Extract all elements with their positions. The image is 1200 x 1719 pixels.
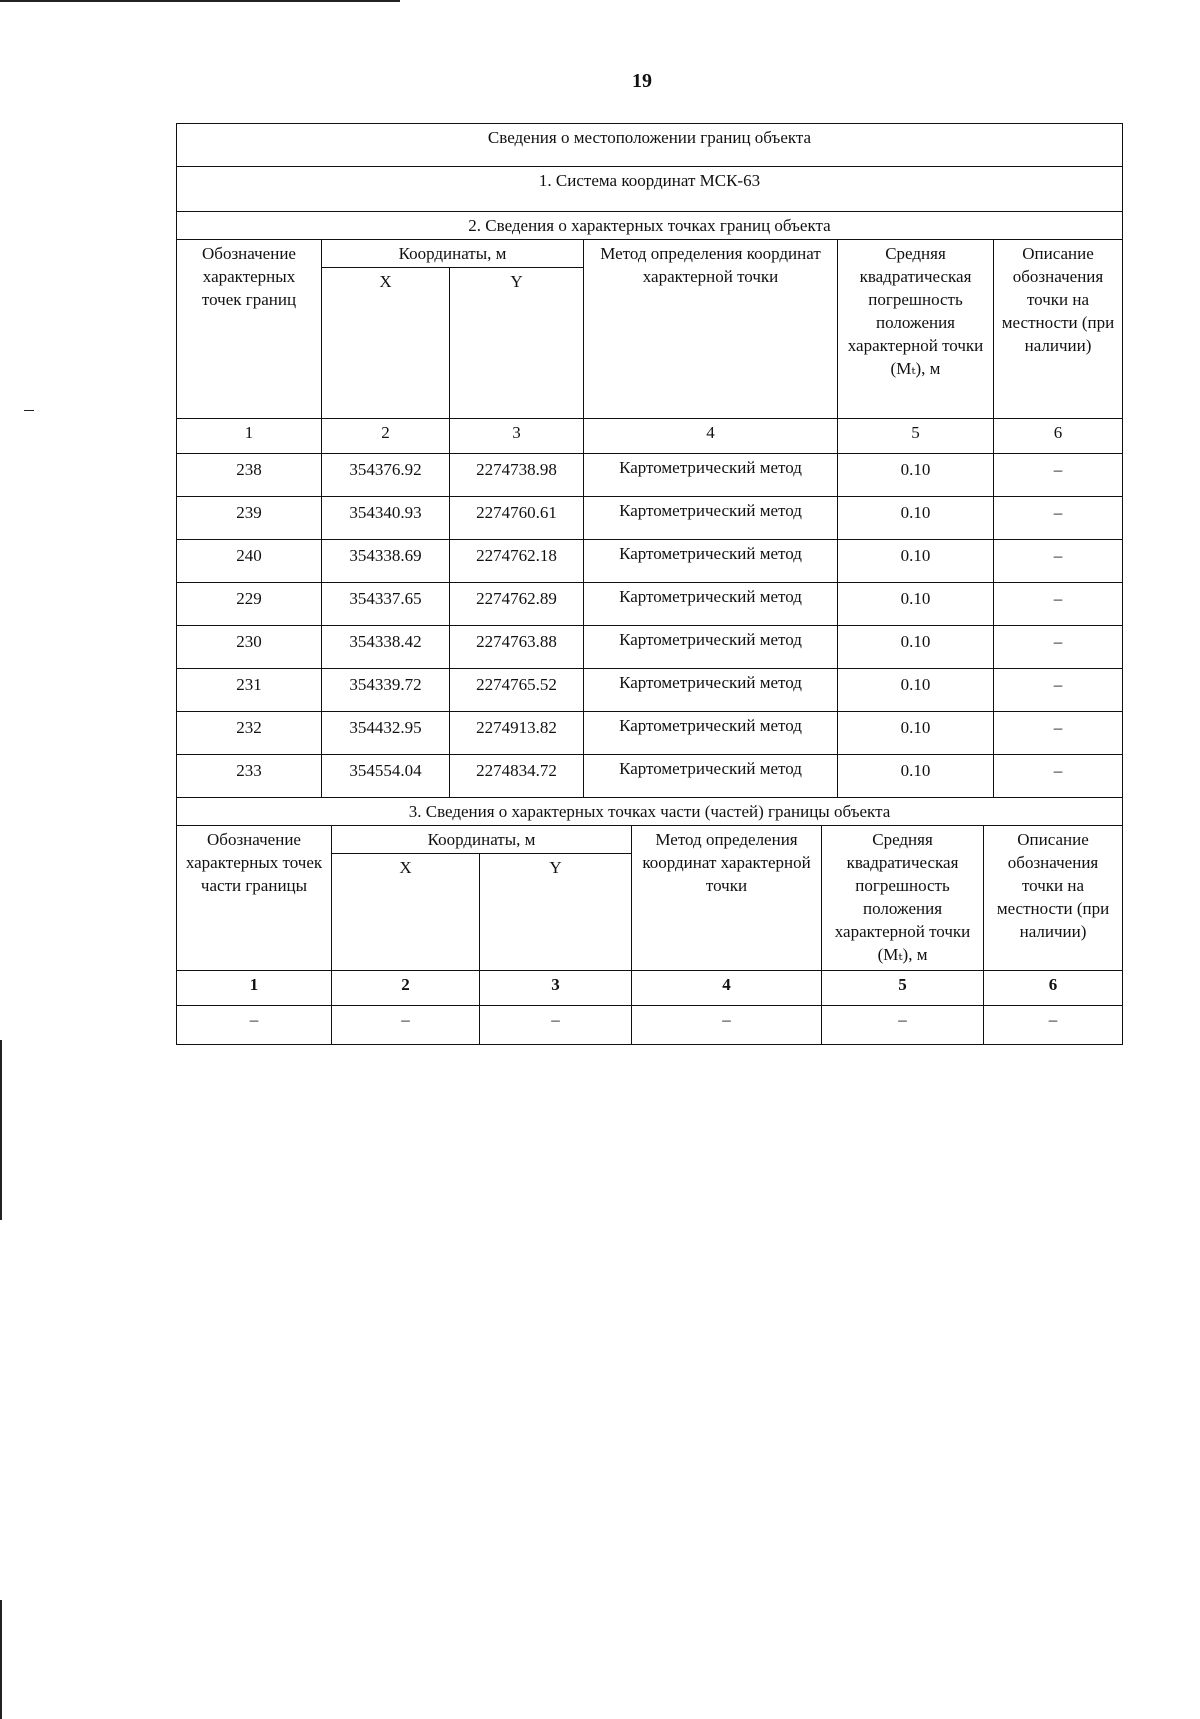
cell-error: 0.10 bbox=[838, 755, 994, 798]
cell-desc: – bbox=[994, 669, 1123, 712]
header-method: Метод определения координат характерной точки bbox=[584, 240, 838, 419]
scan-mark-left bbox=[24, 410, 34, 411]
cell-y: 2274760.61 bbox=[450, 497, 584, 540]
header-point: Обозначение характерных точек границ bbox=[177, 240, 322, 419]
col-number: 1 bbox=[177, 419, 322, 454]
scan-edge-left bbox=[0, 1040, 2, 1220]
table-row bbox=[177, 540, 1123, 583]
empty-cell: – bbox=[332, 1006, 480, 1045]
cell-method: Картометрический метод bbox=[584, 712, 838, 755]
header3-x: X bbox=[332, 854, 480, 971]
cell-x: 354432.95 bbox=[322, 712, 450, 755]
cell-y: 2274913.82 bbox=[450, 712, 584, 755]
table-row bbox=[177, 669, 1123, 712]
cell-point: 231 bbox=[177, 669, 322, 712]
cell-x: 354338.69 bbox=[322, 540, 450, 583]
table-row bbox=[177, 755, 1123, 798]
col3-number: 2 bbox=[332, 971, 480, 1006]
table-title: Сведения о местоположении границ объекта bbox=[177, 124, 1123, 167]
cell-error: 0.10 bbox=[838, 669, 994, 712]
cell-x: 354554.04 bbox=[322, 755, 450, 798]
col-number: 2 bbox=[322, 419, 450, 454]
col-number: 3 bbox=[450, 419, 584, 454]
table-row bbox=[177, 497, 1123, 540]
cell-error: 0.10 bbox=[838, 540, 994, 583]
cell-y: 2274738.98 bbox=[450, 454, 584, 497]
col-number: 4 bbox=[584, 419, 838, 454]
cell-point: 229 bbox=[177, 583, 322, 626]
boundary-info-table bbox=[176, 123, 1123, 826]
cell-desc: – bbox=[994, 755, 1123, 798]
cell-error: 0.10 bbox=[838, 712, 994, 755]
col3-number: 1 bbox=[177, 971, 332, 1006]
cell-method: Картометрический метод bbox=[584, 454, 838, 497]
cell-x: 354337.65 bbox=[322, 583, 450, 626]
header3-y: Y bbox=[480, 854, 632, 971]
cell-method: Картометрический метод bbox=[584, 540, 838, 583]
cell-desc: – bbox=[994, 497, 1123, 540]
cell-point: 238 bbox=[177, 454, 322, 497]
scan-edge-top bbox=[0, 0, 400, 2]
col-number: 5 bbox=[838, 419, 994, 454]
header3-method: Метод определения координат характерной точки bbox=[632, 826, 822, 971]
cell-y: 2274765.52 bbox=[450, 669, 584, 712]
cell-x: 354339.72 bbox=[322, 669, 450, 712]
cell-error: 0.10 bbox=[838, 454, 994, 497]
cell-desc: – bbox=[994, 583, 1123, 626]
cell-method: Картометрический метод bbox=[584, 626, 838, 669]
table-row bbox=[177, 583, 1123, 626]
cell-point: 240 bbox=[177, 540, 322, 583]
table-row bbox=[177, 454, 1123, 497]
cell-x: 354340.93 bbox=[322, 497, 450, 540]
cell-y: 2274834.72 bbox=[450, 755, 584, 798]
cell-method: Картометрический метод bbox=[584, 583, 838, 626]
part-boundary-table bbox=[176, 825, 1123, 1045]
header3-coords: Координаты, м bbox=[332, 826, 632, 854]
cell-error: 0.10 bbox=[838, 497, 994, 540]
col3-number: 4 bbox=[632, 971, 822, 1006]
header3-desc: Описание обозначения точки на местности (при наличии) bbox=[984, 826, 1123, 971]
page-number: 19 bbox=[632, 70, 652, 92]
cell-desc: – bbox=[994, 712, 1123, 755]
cell-x: 354376.92 bbox=[322, 454, 450, 497]
empty-cell: – bbox=[984, 1006, 1123, 1045]
coordinate-system: 1. Система координат МСК-63 bbox=[177, 167, 1123, 212]
cell-point: 239 bbox=[177, 497, 322, 540]
col3-number: 6 bbox=[984, 971, 1123, 1006]
header-x: X bbox=[322, 268, 450, 419]
cell-error: 0.10 bbox=[838, 626, 994, 669]
empty-cell: – bbox=[480, 1006, 632, 1045]
section2-title: 2. Сведения о характерных точках границ объекта bbox=[177, 212, 1123, 240]
cell-y: 2274763.88 bbox=[450, 626, 584, 669]
header-coords: Координаты, м bbox=[322, 240, 584, 268]
cell-desc: – bbox=[994, 626, 1123, 669]
empty-cell: – bbox=[177, 1006, 332, 1045]
cell-point: 232 bbox=[177, 712, 322, 755]
cell-y: 2274762.18 bbox=[450, 540, 584, 583]
header-desc: Описание обозначения точки на местности (при наличии) bbox=[994, 240, 1123, 419]
scan-edge-left-lower bbox=[0, 1600, 2, 1719]
header-error: Средняя квадратическая погрешность положения характерной точки (Mₜ), м bbox=[838, 240, 994, 419]
header3-error: Средняя квадратическая погрешность положения характерной точки (Mₜ), м bbox=[822, 826, 984, 971]
cell-method: Картометрический метод bbox=[584, 755, 838, 798]
header-y: Y bbox=[450, 268, 584, 419]
cell-point: 233 bbox=[177, 755, 322, 798]
cell-error: 0.10 bbox=[838, 583, 994, 626]
cell-y: 2274762.89 bbox=[450, 583, 584, 626]
cell-x: 354338.42 bbox=[322, 626, 450, 669]
section3-title: 3. Сведения о характерных точках части (частей) границы объекта bbox=[177, 798, 1123, 826]
table-row bbox=[177, 712, 1123, 755]
table-row bbox=[177, 626, 1123, 669]
col3-number: 5 bbox=[822, 971, 984, 1006]
header3-point: Обозначение характерных точек части границы bbox=[177, 826, 332, 971]
col3-number: 3 bbox=[480, 971, 632, 1006]
empty-cell: – bbox=[822, 1006, 984, 1045]
cell-point: 230 bbox=[177, 626, 322, 669]
cell-desc: – bbox=[994, 540, 1123, 583]
cell-desc: – bbox=[994, 454, 1123, 497]
cell-method: Картометрический метод bbox=[584, 497, 838, 540]
cell-method: Картометрический метод bbox=[584, 669, 838, 712]
empty-cell: – bbox=[632, 1006, 822, 1045]
col-number: 6 bbox=[994, 419, 1123, 454]
